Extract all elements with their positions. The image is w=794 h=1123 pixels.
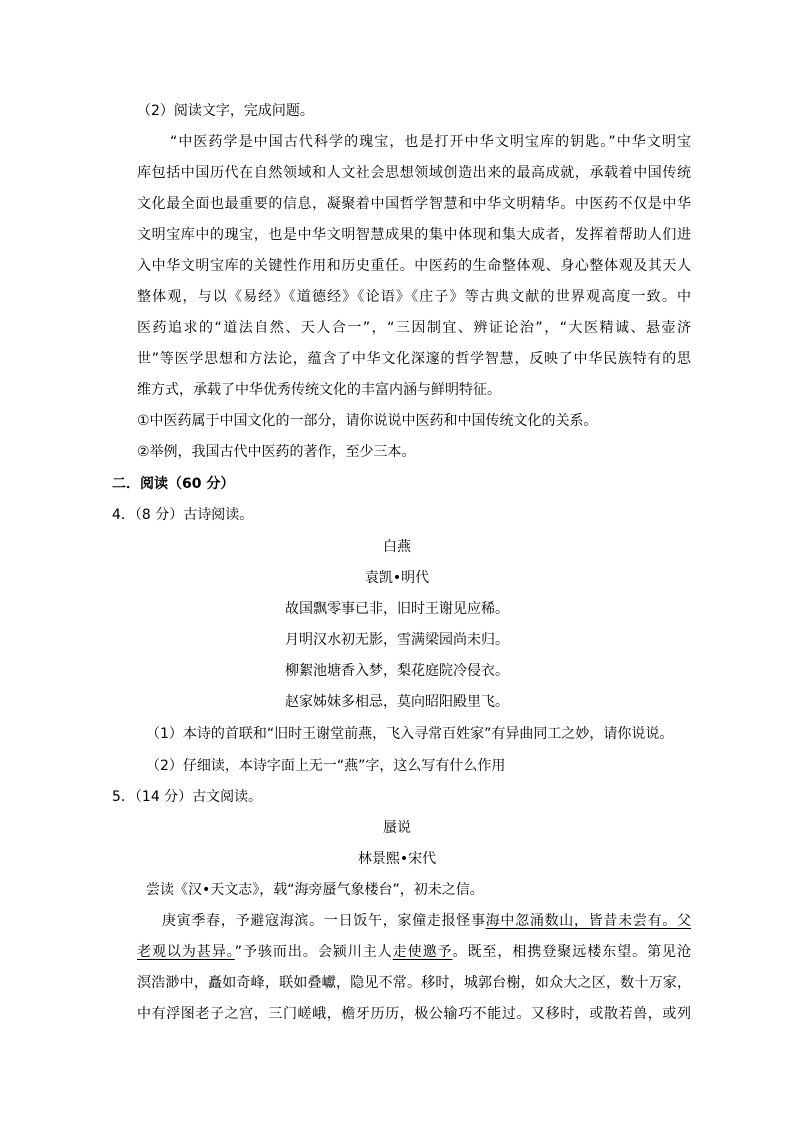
poem-line: 柳絮池塘香入梦，梨花庭院冷侵衣。 [285,663,509,679]
essay-line: 尝读《汉•天文志》，载“海旁蜃气象楼台”，初未之信。 [146,882,484,898]
essay-line: 溟浩渺中，矗如奇峰，联如叠巘，隐见不常。移时，城郭台榭，如众大之区，数十万家， [137,975,691,991]
essay-text: ”予骇而出。会颍川主人 [234,944,393,960]
poem-title: 白燕 [383,539,411,555]
essay-line [162,911,691,931]
passage-line: 整体观，与以《易经》《道德经》《论语》《庄子》等古典文献的世界观高度一致。中 [137,289,691,305]
passage-line: 文明宝库中的瑰宝，也是中华文明智慧成果的集中体现和集大成者，发挥着帮助人们进 [137,227,691,243]
section-heading: 二．阅读（60 分） [112,476,235,492]
passage-line: “中医药学是中国古代科学的瑰宝，也是打开中华文明宝库的钥匙。”中华文明宝 [170,134,691,150]
essay-author: 林景熙•宋代 [357,851,437,867]
essay-title: 蜃说 [383,820,411,836]
passage-line: 医药追求的“道法自然、天人合一”，“三因制宜、辨证论治”，“大医精诚、悬壶济 [137,320,691,336]
question-5-header: 5．（14 分）古文阅读。 [112,789,263,805]
passage-line: 入中华文明宝库的关键性作用和历史重任。中医药的生命整体观、身心整体观及其天人 [137,258,691,274]
poem-line: 月明汉水初无影，雪满梁园尚未归。 [285,632,509,648]
underlined-text: 海中忽涌数山，皆昔未尝有。父 [485,913,692,929]
underlined-text: 老观以为甚异。 [137,944,235,960]
passage-line: 文化最全面也最重要的信息，凝聚着中国哲学智慧和中华文明精华。中医药不仅是中华 [137,196,691,212]
question-4-sub-1: （1）本诗的首联和“旧时王谢堂前燕，飞入寻常百姓家”有异曲同工之妙，请你说说。 [146,726,674,742]
essay-text: 。既至，相携登聚远楼东望。第见沧 [452,944,692,960]
essay-line [137,942,691,962]
essay-text: 庚寅季春，予避寇海滨。一日饭午，家僮走报怪事 [162,913,486,929]
underlined-text: 走使邀予 [392,944,453,960]
passage-line: 维方式，承载了中华优秀传统文化的丰富内涵与鲜明特征。 [137,382,501,398]
poem-line: 故国飘零事已非，旧时王谢见应稀。 [285,601,509,617]
poem-line: 赵家姊妹多相忌，莫向昭阳殿里飞。 [285,694,509,710]
passage-line: 库包括中国历代在自然领域和人文社会思想领域创造出来的最高成就，承载着中国传统 [137,165,691,181]
question-2-sub-1: ①中医药属于中国文化的一部分，请你说说中医药和中国传统文化的关系。 [137,413,598,429]
question-4-sub-2: （2）仔细读，本诗字面上无一“燕”字，这么写有什么作用 [146,758,506,774]
question-4-header: 4．（8 分）古诗阅读。 [112,507,254,523]
essay-line: 中有浮图老子之宫，三门嵯峨，檐牙历历，极公输巧不能过。又移时，或散若兽，或列 [137,1006,691,1022]
poem-author: 袁凯•明代 [364,570,430,586]
question-2-sub-2: ②举例，我国古代中医药的著作，至少三本。 [137,444,416,460]
passage-line: 世”等医学思想和方法论，蕴含了中华文化深邃的哲学智慧，反映了中华民族特有的思 [137,351,691,367]
question-2-title: （2）阅读文字，完成问题。 [137,103,314,119]
